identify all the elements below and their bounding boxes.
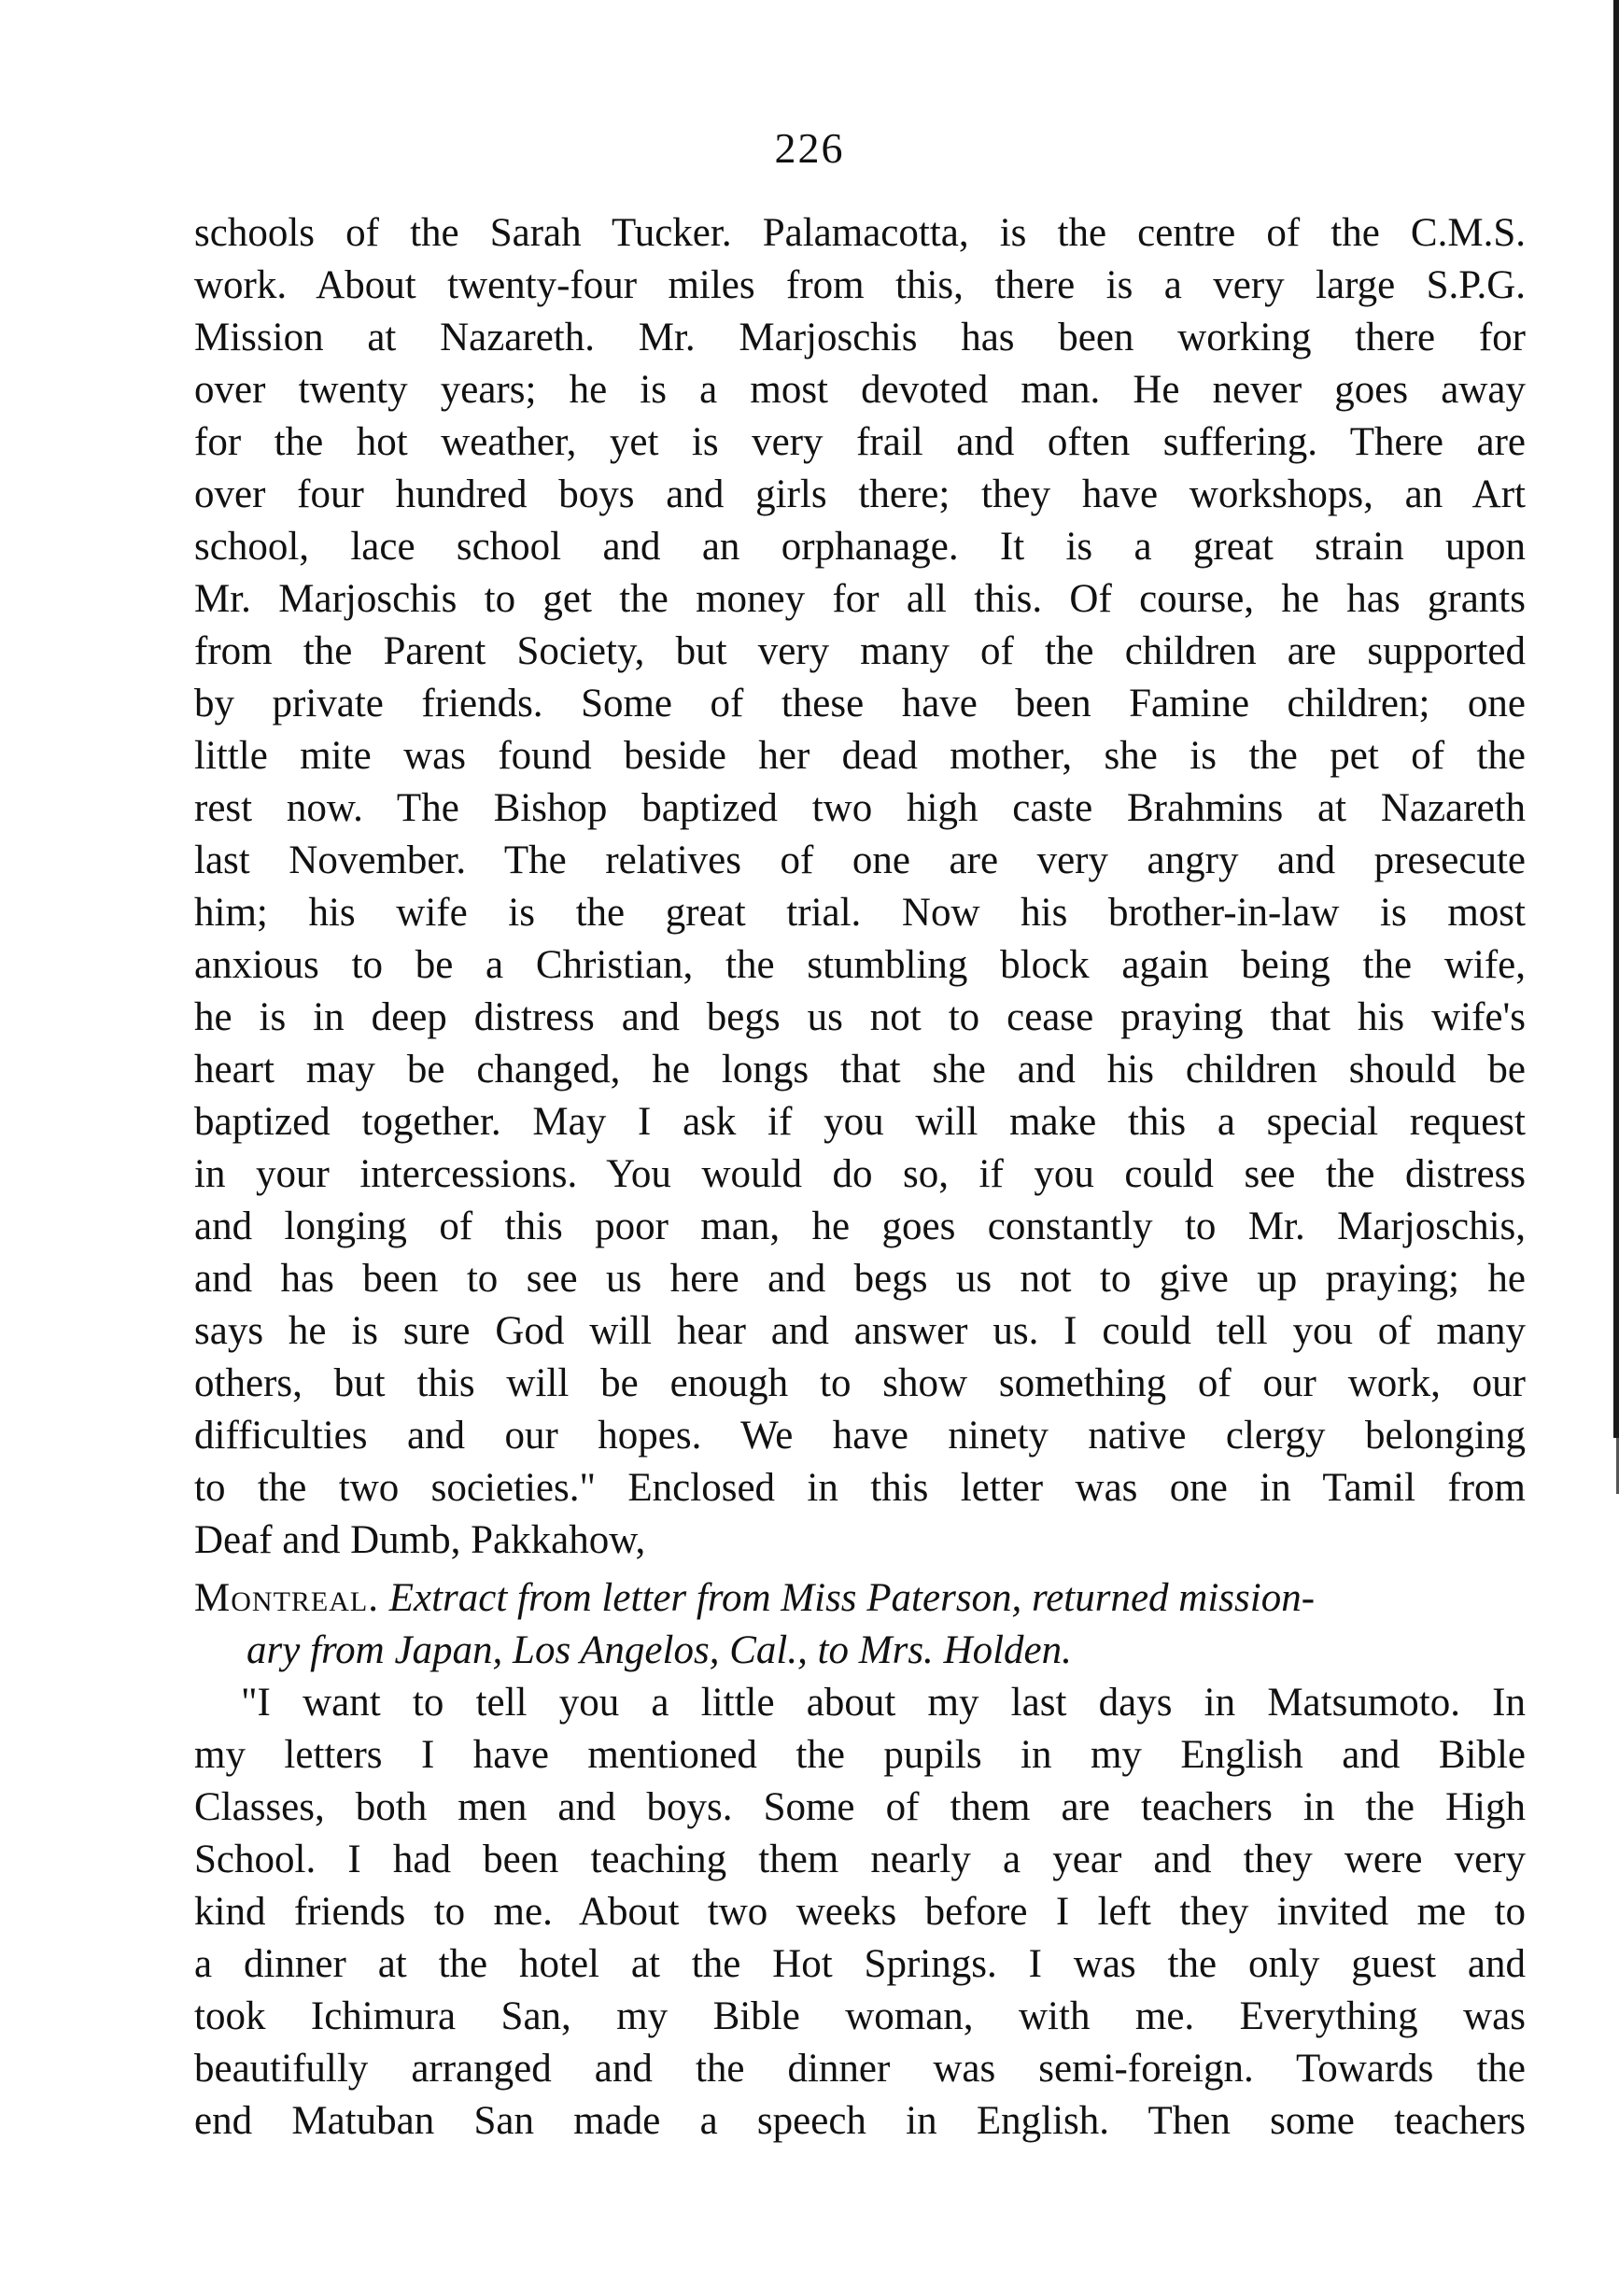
text-line: end Matuban San made a speech in English. Then some teachers <box>194 2099 1526 2143</box>
text-line: school, lace school and an orphanage. It is a great strain upon <box>194 525 1526 569</box>
text-line: Mr. Marjoschis to get the money for all this. Of course, he has grants <box>194 577 1526 621</box>
text-line: over twenty years; he is a most devoted man. He never goes away <box>194 368 1526 412</box>
text-line: he is in deep distress and begs us not to cease praying that his wife's <box>194 995 1526 1039</box>
text-line: little mite was found beside her dead mother, she is the pet of the <box>194 734 1526 778</box>
text-line: from the Parent Society, but very many of the children are supported <box>194 629 1526 673</box>
heading-title-continued: ary from Japan, Los Angelos, Cal., to Mrs. Holden. <box>246 1628 1072 1672</box>
text-line: for the hot weather, yet is very frail and often suffering. There are <box>194 420 1526 464</box>
page-number: 226 <box>774 124 845 172</box>
text-line: him; his wife is the great trial. Now his brother-in-law is most <box>194 891 1526 935</box>
text-line: took Ichimura San, my Bible woman, with me. Everything was <box>194 1994 1526 2038</box>
text-line: by private friends. Some of these have been Famine children; one <box>194 682 1526 725</box>
text-line: anxious to be a Christian, the stumbling block again being the wife, <box>194 943 1526 987</box>
text-line: last November. The relatives of one are very angry and presecute <box>194 838 1526 882</box>
text-line: rest now. The Bishop baptized two high caste Brahmins at Nazareth <box>194 786 1526 830</box>
text-line: over four hundred boys and girls there; they have workshops, an Art <box>194 472 1526 516</box>
heading-place: Montreal. <box>194 1576 379 1620</box>
text-line: School. I had been teaching them nearly a year and they were very <box>194 1838 1526 1881</box>
text-line: Mission at Nazareth. Mr. Marjoschis has been working there for <box>194 316 1526 359</box>
text-line: says he is sure God will hear and answer us. I could tell you of many <box>194 1309 1526 1353</box>
text-line: "I want to tell you a little about my last days in Matsumoto. In <box>241 1681 1526 1725</box>
text-line: to the two societies." Enclosed in this letter was one in Tamil from <box>194 1466 1526 1510</box>
text-line: beautifully arranged and the dinner was semi-foreign. Towards the <box>194 2047 1526 2091</box>
paragraph-extract-body <box>194 1677 1526 2148</box>
text-line: baptized together. May I ask if you will make this a special request <box>194 1100 1526 1144</box>
heading-title: Extract from letter from Miss Paterson, returned mission- <box>388 1576 1316 1620</box>
paragraph-letter-body <box>194 207 1526 1567</box>
text-line: a dinner at the hotel at the Hot Springs. I was the only guest and <box>194 1942 1526 1986</box>
text-line: and longing of this poor man, he goes constantly to Mr. Marjoschis, <box>194 1204 1526 1248</box>
text-line: Classes, both men and boys. Some of them are teachers in the High <box>194 1785 1526 1829</box>
text-line: difficulties and our hopes. We have ninety native clergy belonging <box>194 1414 1526 1458</box>
text-line: and has been to see us here and begs us not to give up praying; he <box>194 1257 1526 1301</box>
text-line: in your intercessions. You would do so, if you could see the distress <box>194 1152 1526 1196</box>
text-line: my letters I have mentioned the pupils in my English and Bible <box>194 1733 1526 1777</box>
text-line: work. About twenty-four miles from this, there is a very large S.P.G. <box>194 263 1526 307</box>
text-line: kind friends to me. About two weeks before I left they invited me to <box>194 1890 1526 1934</box>
text-line: heart may be changed, he longs that she and his children should be <box>194 1048 1526 1092</box>
text-line: Deaf and Dumb, Pakkahow, <box>194 1518 646 1562</box>
section-heading <box>194 1572 1526 1677</box>
text-line: others, but this will be enough to show something of our work, our <box>194 1361 1526 1405</box>
text-line: schools of the Sarah Tucker. Palamacotta, is the centre of the C.M.S. <box>194 211 1526 255</box>
page-edge-shadow <box>1613 0 1619 1438</box>
